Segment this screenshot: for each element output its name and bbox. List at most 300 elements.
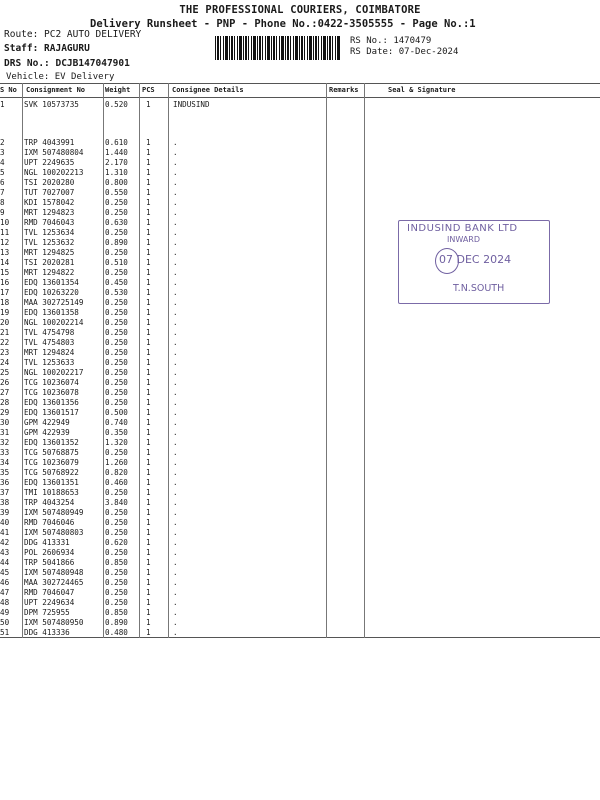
cell-sno: 26 (0, 378, 10, 387)
cell-weight: 0.820 (105, 468, 128, 477)
cell-weight: 0.510 (105, 258, 128, 267)
table-row (0, 538, 600, 548)
cell-consignee: . (173, 308, 178, 317)
table-row (0, 528, 600, 538)
cell-weight: 0.890 (105, 238, 128, 247)
table-row (0, 168, 600, 178)
cell-pcs: 1 (146, 228, 151, 237)
cell-weight: 0.550 (105, 188, 128, 197)
cell-consignment: IXM 507480948 (24, 568, 84, 577)
table-row (0, 488, 600, 498)
cell-weight: 0.890 (105, 618, 128, 627)
cell-consignment: NGL 100202213 (24, 168, 84, 177)
cell-consignment: TMI 10188653 (24, 488, 79, 497)
cell-sno: 13 (0, 248, 10, 257)
cell-weight: 1.440 (105, 148, 128, 157)
cell-consignee: . (173, 358, 178, 367)
cell-sno: 14 (0, 258, 10, 267)
cell-pcs: 1 (146, 138, 151, 147)
cell-consignee: . (173, 278, 178, 287)
cell-consignment: IXM 507480949 (24, 508, 84, 517)
cell-consignment: TVL 1253633 (24, 358, 75, 367)
cell-consignment: EDQ 13601354 (24, 278, 79, 287)
table-row (0, 198, 600, 208)
cell-pcs: 1 (146, 448, 151, 457)
cell-consignment: GPM 422939 (24, 428, 70, 437)
cell-weight: 0.250 (105, 318, 128, 327)
cell-weight: 0.250 (105, 228, 128, 237)
cell-pcs: 1 (146, 208, 151, 217)
cell-weight: 2.170 (105, 158, 128, 167)
cell-weight: 0.500 (105, 408, 128, 417)
cell-weight: 0.250 (105, 298, 128, 307)
cell-weight: 0.800 (105, 178, 128, 187)
table-row (0, 138, 600, 148)
cell-sno: 38 (0, 498, 10, 507)
cell-consignment: TSI 2020281 (24, 258, 75, 267)
cell-pcs: 1 (146, 368, 151, 377)
cell-pcs: 1 (146, 588, 151, 597)
cell-consignee: . (173, 138, 178, 147)
cell-consignment: EDQ 13601358 (24, 308, 79, 317)
cell-consignment: DDG 413336 (24, 628, 70, 637)
cell-pcs: 1 (146, 548, 151, 557)
company-name: THE PROFESSIONAL COURIERS, COIMBATORE (179, 4, 421, 16)
cell-sno: 1 (0, 100, 5, 109)
table-row (0, 188, 600, 198)
cell-pcs: 1 (146, 468, 151, 477)
col-header-sno: S No (0, 86, 17, 94)
cell-sno: 6 (0, 178, 5, 187)
vehicle-label: Vehicle: EV Delivery (6, 72, 115, 82)
cell-pcs: 1 (146, 438, 151, 447)
cell-consignment: TCG 10236079 (24, 458, 79, 467)
cell-pcs: 1 (146, 278, 151, 287)
cell-consignee: . (173, 368, 178, 377)
cell-pcs: 1 (146, 398, 151, 407)
cell-consignment: TVL 1253632 (24, 238, 75, 247)
table-row (0, 418, 600, 428)
table-row (0, 478, 600, 488)
cell-consignee: . (173, 558, 178, 567)
table-row (0, 328, 600, 338)
staff-label: Staff: RAJAGURU (4, 43, 90, 54)
cell-weight: 0.250 (105, 488, 128, 497)
cell-sno: 50 (0, 618, 10, 627)
cell-pcs: 1 (146, 198, 151, 207)
cell-consignee: INDUSIND (173, 100, 210, 109)
cell-sno: 42 (0, 538, 10, 547)
cell-sno: 40 (0, 518, 10, 527)
cell-consignee: . (173, 428, 178, 437)
cell-weight: 0.250 (105, 368, 128, 377)
cell-weight: 0.460 (105, 478, 128, 487)
table-row (0, 358, 600, 368)
cell-weight: 0.850 (105, 558, 128, 567)
cell-consignee: . (173, 268, 178, 277)
cell-consignee: . (173, 408, 178, 417)
cell-sno: 49 (0, 608, 10, 617)
cell-pcs: 1 (146, 298, 151, 307)
cell-sno: 24 (0, 358, 10, 367)
cell-pcs: 1 (146, 598, 151, 607)
table-row (0, 598, 600, 608)
col-header-weight: Weight (105, 86, 131, 94)
cell-consignee: . (173, 238, 178, 247)
cell-consignment: IXM 507480804 (24, 148, 84, 157)
cell-weight: 0.250 (105, 568, 128, 577)
cell-consignment: MRT 1294823 (24, 208, 75, 217)
cell-consignee: . (173, 228, 178, 237)
cell-consignment: TRP 4043254 (24, 498, 75, 507)
table-row (0, 498, 600, 508)
cell-sno: 16 (0, 278, 10, 287)
cell-pcs: 1 (146, 608, 151, 617)
cell-consignee: . (173, 158, 178, 167)
cell-pcs: 1 (146, 478, 151, 487)
grid-top-rule (0, 83, 600, 84)
cell-consignment: TCG 10236074 (24, 378, 79, 387)
cell-pcs: 1 (146, 238, 151, 247)
cell-sno: 43 (0, 548, 10, 557)
cell-consignee: . (173, 538, 178, 547)
cell-consignment: MAA 302724465 (24, 578, 84, 587)
cell-consignment: TSI 2020280 (24, 178, 75, 187)
cell-pcs: 1 (146, 568, 151, 577)
table-row (0, 448, 600, 458)
table-row (0, 438, 600, 448)
cell-weight: 1.320 (105, 438, 128, 447)
cell-sno: 5 (0, 168, 5, 177)
cell-sno: 45 (0, 568, 10, 577)
cell-sno: 29 (0, 408, 10, 417)
cell-weight: 0.850 (105, 608, 128, 617)
table-row (0, 348, 600, 358)
cell-pcs: 1 (146, 428, 151, 437)
col-header-seal: Seal & Signature (388, 86, 456, 94)
cell-consignee: . (173, 458, 178, 467)
cell-pcs: 1 (146, 358, 151, 367)
barcode (215, 36, 341, 60)
bank-inward-stamp (398, 220, 550, 304)
cell-pcs: 1 (146, 458, 151, 467)
cell-pcs: 1 (146, 348, 151, 357)
cell-sno: 47 (0, 588, 10, 597)
cell-weight: 0.250 (105, 358, 128, 367)
cell-consignee: . (173, 488, 178, 497)
table-row (0, 408, 600, 418)
rs-number: RS No.: 1470479 (350, 36, 432, 46)
cell-consignment: NGL 100202214 (24, 318, 84, 327)
cell-consignment: MRT 1294825 (24, 248, 75, 257)
cell-pcs: 1 (146, 188, 151, 197)
cell-consignment: MRT 1294824 (24, 348, 75, 357)
cell-consignee: . (173, 288, 178, 297)
cell-consignment: EDQ 13601517 (24, 408, 79, 417)
cell-consignee: . (173, 528, 178, 537)
cell-weight: 0.250 (105, 528, 128, 537)
cell-pcs: 1 (146, 418, 151, 427)
cell-consignee: . (173, 378, 178, 387)
table-row (0, 578, 600, 588)
table-row (0, 468, 600, 478)
cell-consignee: . (173, 398, 178, 407)
cell-weight: 3.840 (105, 498, 128, 507)
table-row (0, 368, 600, 378)
table-row (0, 178, 600, 188)
cell-consignment: TRP 4043991 (24, 138, 75, 147)
cell-sno: 15 (0, 268, 10, 277)
cell-sno: 39 (0, 508, 10, 517)
cell-weight: 0.480 (105, 628, 128, 637)
table-row (0, 628, 600, 638)
cell-consignment: IXM 507480803 (24, 528, 84, 537)
cell-weight: 0.610 (105, 138, 128, 147)
cell-consignee: . (173, 328, 178, 337)
cell-weight: 0.250 (105, 348, 128, 357)
cell-consignment: EDQ 13601351 (24, 478, 79, 487)
cell-sno: 9 (0, 208, 5, 217)
cell-pcs: 1 (146, 378, 151, 387)
cell-sno: 4 (0, 158, 5, 167)
table-row (0, 428, 600, 438)
table-row (0, 458, 600, 468)
route-label: Route: PC2 AUTO DELIVERY (4, 29, 142, 40)
cell-sno: 21 (0, 328, 10, 337)
cell-pcs: 1 (146, 258, 151, 267)
table-row (0, 158, 600, 168)
table-row (0, 548, 600, 558)
cell-weight: 0.250 (105, 548, 128, 557)
cell-consignee: . (173, 188, 178, 197)
cell-sno: 46 (0, 578, 10, 587)
cell-sno: 22 (0, 338, 10, 347)
cell-consignee: . (173, 418, 178, 427)
cell-consignee: . (173, 548, 178, 557)
drs-number: DRS No.: DCJB147047901 (4, 58, 130, 69)
cell-consignment: UPT 2249635 (24, 158, 75, 167)
cell-pcs: 1 (146, 100, 151, 109)
cell-sno: 11 (0, 228, 10, 237)
cell-consignee: . (173, 348, 178, 357)
cell-consignment: TVL 4754803 (24, 338, 75, 347)
cell-weight: 0.250 (105, 338, 128, 347)
cell-pcs: 1 (146, 158, 151, 167)
cell-consignment: KDI 1578042 (24, 198, 75, 207)
table-row (0, 208, 600, 218)
cell-sno: 34 (0, 458, 10, 467)
cell-consignee: . (173, 198, 178, 207)
cell-sno: 28 (0, 398, 10, 407)
cell-consignee: . (173, 578, 178, 587)
cell-consignment: RMD 7046046 (24, 518, 75, 527)
cell-weight: 0.250 (105, 448, 128, 457)
col-header-remarks: Remarks (329, 86, 359, 94)
cell-consignee: . (173, 498, 178, 507)
cell-consignee: . (173, 618, 178, 627)
cell-sno: 41 (0, 528, 10, 537)
cell-consignment: TUT 7027007 (24, 188, 75, 197)
cell-pcs: 1 (146, 288, 151, 297)
cell-consignee: . (173, 518, 178, 527)
cell-weight: 0.250 (105, 198, 128, 207)
table-row (0, 308, 600, 318)
cell-consignee: . (173, 598, 178, 607)
cell-consignee: . (173, 318, 178, 327)
cell-weight: 0.250 (105, 398, 128, 407)
cell-pcs: 1 (146, 148, 151, 157)
cell-pcs: 1 (146, 338, 151, 347)
cell-pcs: 1 (146, 488, 151, 497)
cell-sno: 17 (0, 288, 10, 297)
table-row (0, 318, 600, 328)
cell-weight: 0.630 (105, 218, 128, 227)
cell-sno: 10 (0, 218, 10, 227)
cell-consignee: . (173, 388, 178, 397)
cell-pcs: 1 (146, 528, 151, 537)
col-header-pcs: PCS (142, 86, 155, 94)
cell-weight: 0.250 (105, 208, 128, 217)
cell-sno: 31 (0, 428, 10, 437)
table-row (0, 508, 600, 518)
col-header-consignee: Consignee Details (172, 86, 244, 94)
cell-sno: 27 (0, 388, 10, 397)
cell-consignment: TRP 5041866 (24, 558, 75, 567)
cell-sno: 37 (0, 488, 10, 497)
cell-weight: 0.250 (105, 328, 128, 337)
cell-sno: 48 (0, 598, 10, 607)
cell-consignee: . (173, 258, 178, 267)
cell-pcs: 1 (146, 318, 151, 327)
cell-consignee: . (173, 478, 178, 487)
cell-pcs: 1 (146, 498, 151, 507)
cell-consignment: SVK 10573735 (24, 100, 79, 109)
cell-pcs: 1 (146, 178, 151, 187)
cell-weight: 0.350 (105, 428, 128, 437)
cell-weight: 0.250 (105, 248, 128, 257)
cell-consignment: TCG 10236078 (24, 388, 79, 397)
cell-consignee: . (173, 178, 178, 187)
cell-sno: 7 (0, 188, 5, 197)
cell-consignment: MRT 1294822 (24, 268, 75, 277)
table-row (0, 398, 600, 408)
cell-consignment: EDQ 13601352 (24, 438, 79, 447)
cell-sno: 44 (0, 558, 10, 567)
cell-pcs: 1 (146, 328, 151, 337)
cell-consignment: EDQ 13601356 (24, 398, 79, 407)
cell-weight: 0.620 (105, 538, 128, 547)
cell-consignment: GPM 422949 (24, 418, 70, 427)
cell-sno: 8 (0, 198, 5, 207)
cell-sno: 18 (0, 298, 10, 307)
cell-consignment: RMD 7046043 (24, 218, 75, 227)
cell-consignment: EDQ 10263220 (24, 288, 79, 297)
table-row (0, 588, 600, 598)
cell-consignee: . (173, 468, 178, 477)
cell-consignment: DPM 725955 (24, 608, 70, 617)
stamp-region: T.N.SOUTH (453, 283, 505, 294)
cell-pcs: 1 (146, 408, 151, 417)
cell-sno: 12 (0, 238, 10, 247)
cell-pcs: 1 (146, 518, 151, 527)
cell-consignment: TVL 1253634 (24, 228, 75, 237)
table-row (0, 608, 600, 618)
cell-pcs: 1 (146, 508, 151, 517)
cell-pcs: 1 (146, 268, 151, 277)
cell-consignee: . (173, 148, 178, 157)
table-row (0, 618, 600, 628)
cell-weight: 0.450 (105, 278, 128, 287)
cell-sno: 2 (0, 138, 5, 147)
col-header-consignment: Consignment No (26, 86, 86, 94)
cell-consignee: . (173, 448, 178, 457)
cell-weight: 0.250 (105, 388, 128, 397)
cell-consignee: . (173, 208, 178, 217)
cell-consignee: . (173, 588, 178, 597)
cell-consignee: . (173, 338, 178, 347)
cell-sno: 23 (0, 348, 10, 357)
cell-consignment: RMD 7046047 (24, 588, 75, 597)
stamp-bank-name: INDUSIND BANK LTD (407, 223, 518, 234)
runsheet-title: Delivery Runsheet - PNP - Phone No.:0422-3505555 - Page No.:1 (90, 18, 476, 30)
grid-header-rule (0, 97, 600, 98)
cell-pcs: 1 (146, 628, 151, 637)
cell-weight: 0.250 (105, 268, 128, 277)
table-row (0, 518, 600, 528)
cell-weight: 0.520 (105, 100, 128, 109)
cell-weight: 0.250 (105, 598, 128, 607)
cell-pcs: 1 (146, 168, 151, 177)
cell-consignee: . (173, 218, 178, 227)
stamp-date: 07 DEC 2024 (439, 253, 512, 266)
cell-sno: 30 (0, 418, 10, 427)
cell-consignee: . (173, 508, 178, 517)
cell-sno: 35 (0, 468, 10, 477)
cell-consignee: . (173, 568, 178, 577)
table-row (0, 100, 600, 110)
cell-consignment: NGL 100202217 (24, 368, 84, 377)
cell-weight: 0.250 (105, 308, 128, 317)
cell-sno: 51 (0, 628, 10, 637)
cell-weight: 0.740 (105, 418, 128, 427)
table-row (0, 388, 600, 398)
cell-sno: 3 (0, 148, 5, 157)
cell-weight: 0.250 (105, 578, 128, 587)
cell-consignment: TCG 50768875 (24, 448, 79, 457)
cell-consignee: . (173, 628, 178, 637)
table-row (0, 558, 600, 568)
cell-consignment: DDG 413331 (24, 538, 70, 547)
cell-sno: 36 (0, 478, 10, 487)
cell-weight: 0.530 (105, 288, 128, 297)
cell-pcs: 1 (146, 218, 151, 227)
cell-weight: 1.310 (105, 168, 128, 177)
cell-sno: 33 (0, 448, 10, 457)
rs-date: RS Date: 07-Dec-2024 (350, 47, 459, 57)
cell-pcs: 1 (146, 538, 151, 547)
cell-sno: 32 (0, 438, 10, 447)
cell-consignment: TCG 50768922 (24, 468, 79, 477)
cell-pcs: 1 (146, 558, 151, 567)
cell-weight: 0.250 (105, 588, 128, 597)
cell-consignment: IXM 507480950 (24, 618, 84, 627)
cell-weight: 0.250 (105, 378, 128, 387)
cell-weight: 1.260 (105, 458, 128, 467)
table-row (0, 378, 600, 388)
cell-pcs: 1 (146, 388, 151, 397)
cell-consignment: TVL 4754798 (24, 328, 75, 337)
table-row (0, 338, 600, 348)
